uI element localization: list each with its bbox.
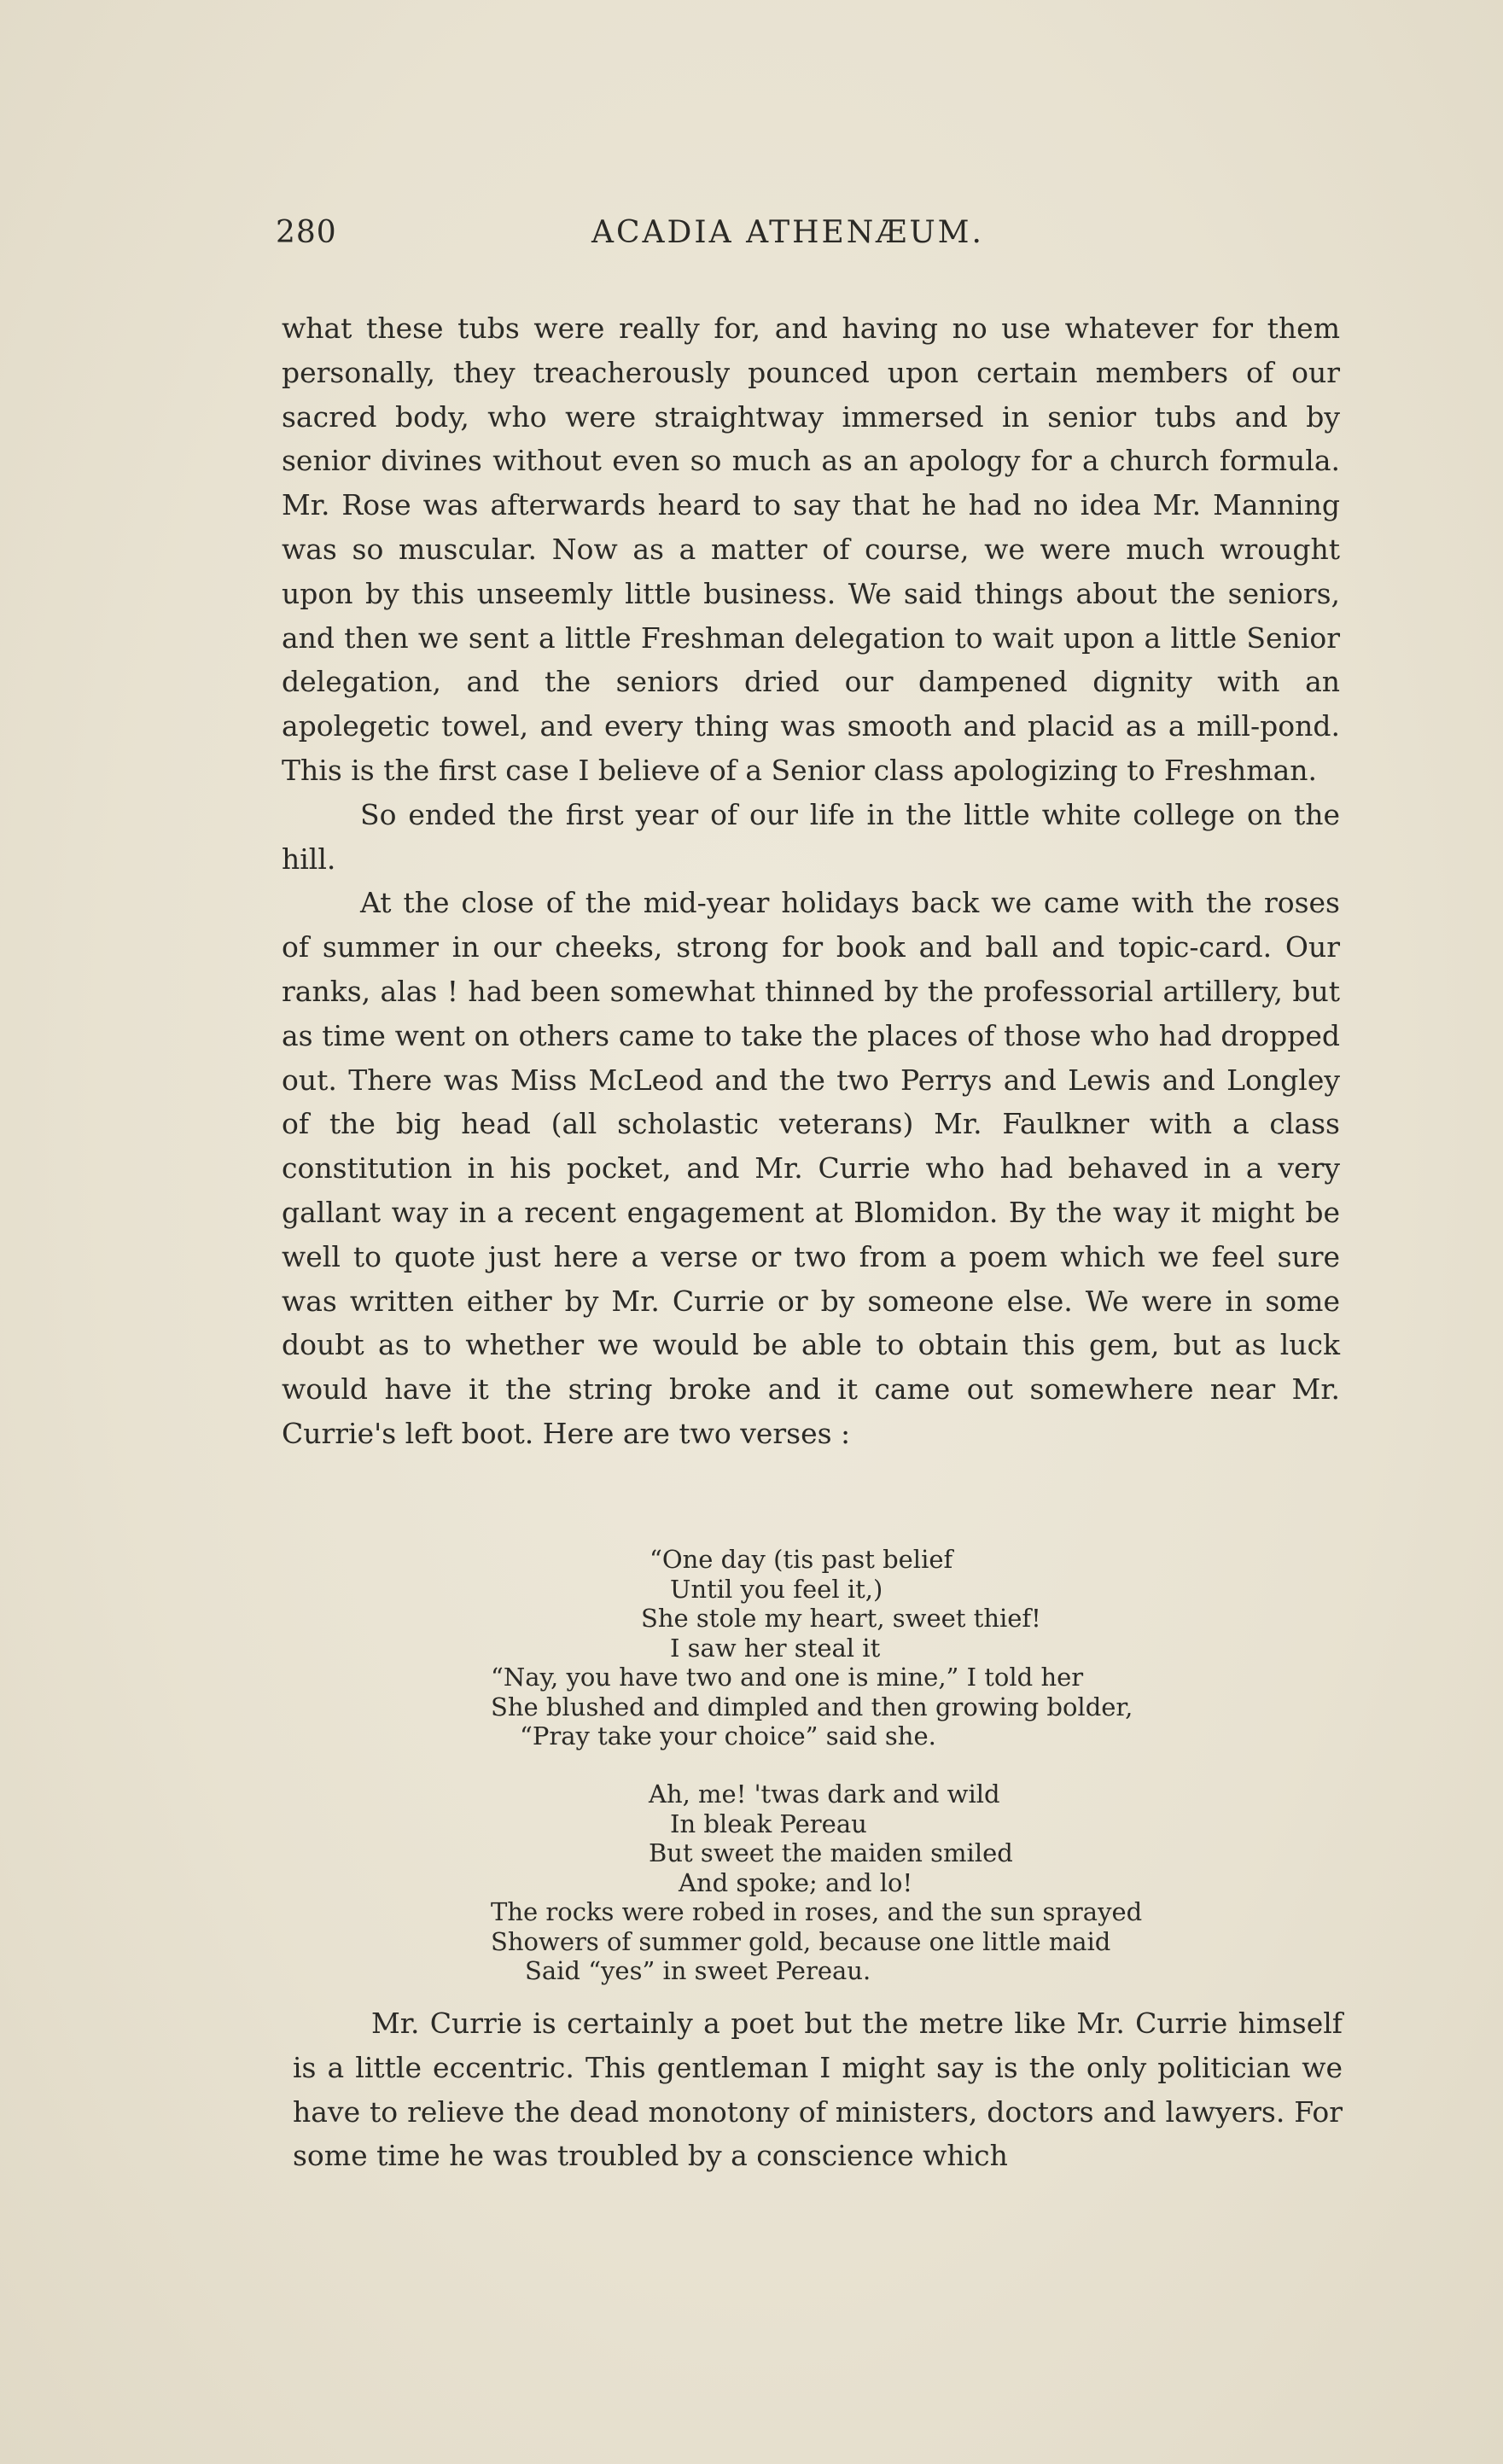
poem-line: In bleak Pereau — [670, 1809, 867, 1838]
poem-line: I saw her steal it — [670, 1633, 881, 1663]
poem-line: Said “yes” in sweet Pereau. — [525, 1956, 871, 1985]
poem-line: Ah, me! 'twas dark and wild — [649, 1780, 1000, 1809]
poem-stanza-1 — [491, 1545, 1133, 1751]
poem-line: Until you feel it,) — [670, 1574, 883, 1604]
body-text-upper — [282, 306, 1340, 1456]
poem-line: “Pray take your choice” said she. — [520, 1721, 936, 1750]
poem-line: And spoke; and lo! — [679, 1867, 913, 1897]
poem-line: She blushed and dimpled and then growing bolder, — [491, 1692, 1133, 1721]
page-header — [276, 215, 1343, 266]
poem-line: The rocks were robed in roses, and the sun sprayed — [491, 1897, 1143, 1926]
body-text-lower — [293, 2001, 1343, 2178]
paragraph: Mr. Currie is certainly a poet but the metre like Mr. Currie himself is a little eccentric. This gentleman I might say is the only politician we have to relieve the dead monotony of ministers, doctors and lawyers. For some time he was troubled by a conscience which — [293, 2007, 1343, 2173]
poem-line: “One day (tis past belief — [650, 1545, 953, 1574]
paragraph: So ended the first year of our life in the little white college on the hill. — [282, 797, 1340, 876]
poem-stanza-2 — [491, 1780, 1142, 1986]
page-number: 280 — [276, 215, 337, 250]
poem-line: Showers of summer gold, because one little maid — [491, 1926, 1111, 1956]
poem-line: She stole my heart, sweet thief! — [641, 1604, 1041, 1633]
running-head: ACADIA ATHENÆUM. — [591, 215, 984, 250]
poem-line: But sweet the maiden smiled — [649, 1838, 1013, 1867]
paragraph: what these tubs were really for, and having no use whatever for them personally, they treacherously pounced upon certain members of our sacred body, who were straightway immersed in senior tubs and by senior divines without even so much as an apology for a church formula. Mr. Rose was afterwards heard to say that he had no idea Mr. Manning was so muscular. Now as a matter of course, we were much wrought upon by this unseemly little business. We said things about the seniors, and then we sent a little Freshman delegation to wait upon a little Senior delegation, and the seniors dried our dampened dignity with an apolegetic towel, and every thing was smooth and placid as a mill-pond. This is the first case I believe of a Senior class apologizing to Freshman. — [282, 312, 1340, 787]
poem-line: “Nay, you have two and one is mine,” I told her — [491, 1663, 1084, 1692]
paragraph: At the close of the mid-year holidays back we came with the roses of summer in our cheeks, strong for book and ball and topic-card. Our ranks, alas ! had been somewhat thinned by the professorial artillery, but as time went on others came to take the places of those who had dropped out. There was Miss McLeod and the two Perrys and Lewis and Longley of the big head (all scholastic veterans) Mr. Faulkner with a class constitution in his pocket, and Mr. Currie who had behaved in a very gallant way in a recent engagement at Blomidon. By the way it might be well to quote just here a verse or two from a poem which we feel sure was written either by Mr. Currie or by someone else. We were in some doubt as to whether we would be able to obtain this gem, but as luck would have it the string broke and it came out somewhere near Mr. Currie's left boot. Here are two verses : — [282, 886, 1340, 1450]
